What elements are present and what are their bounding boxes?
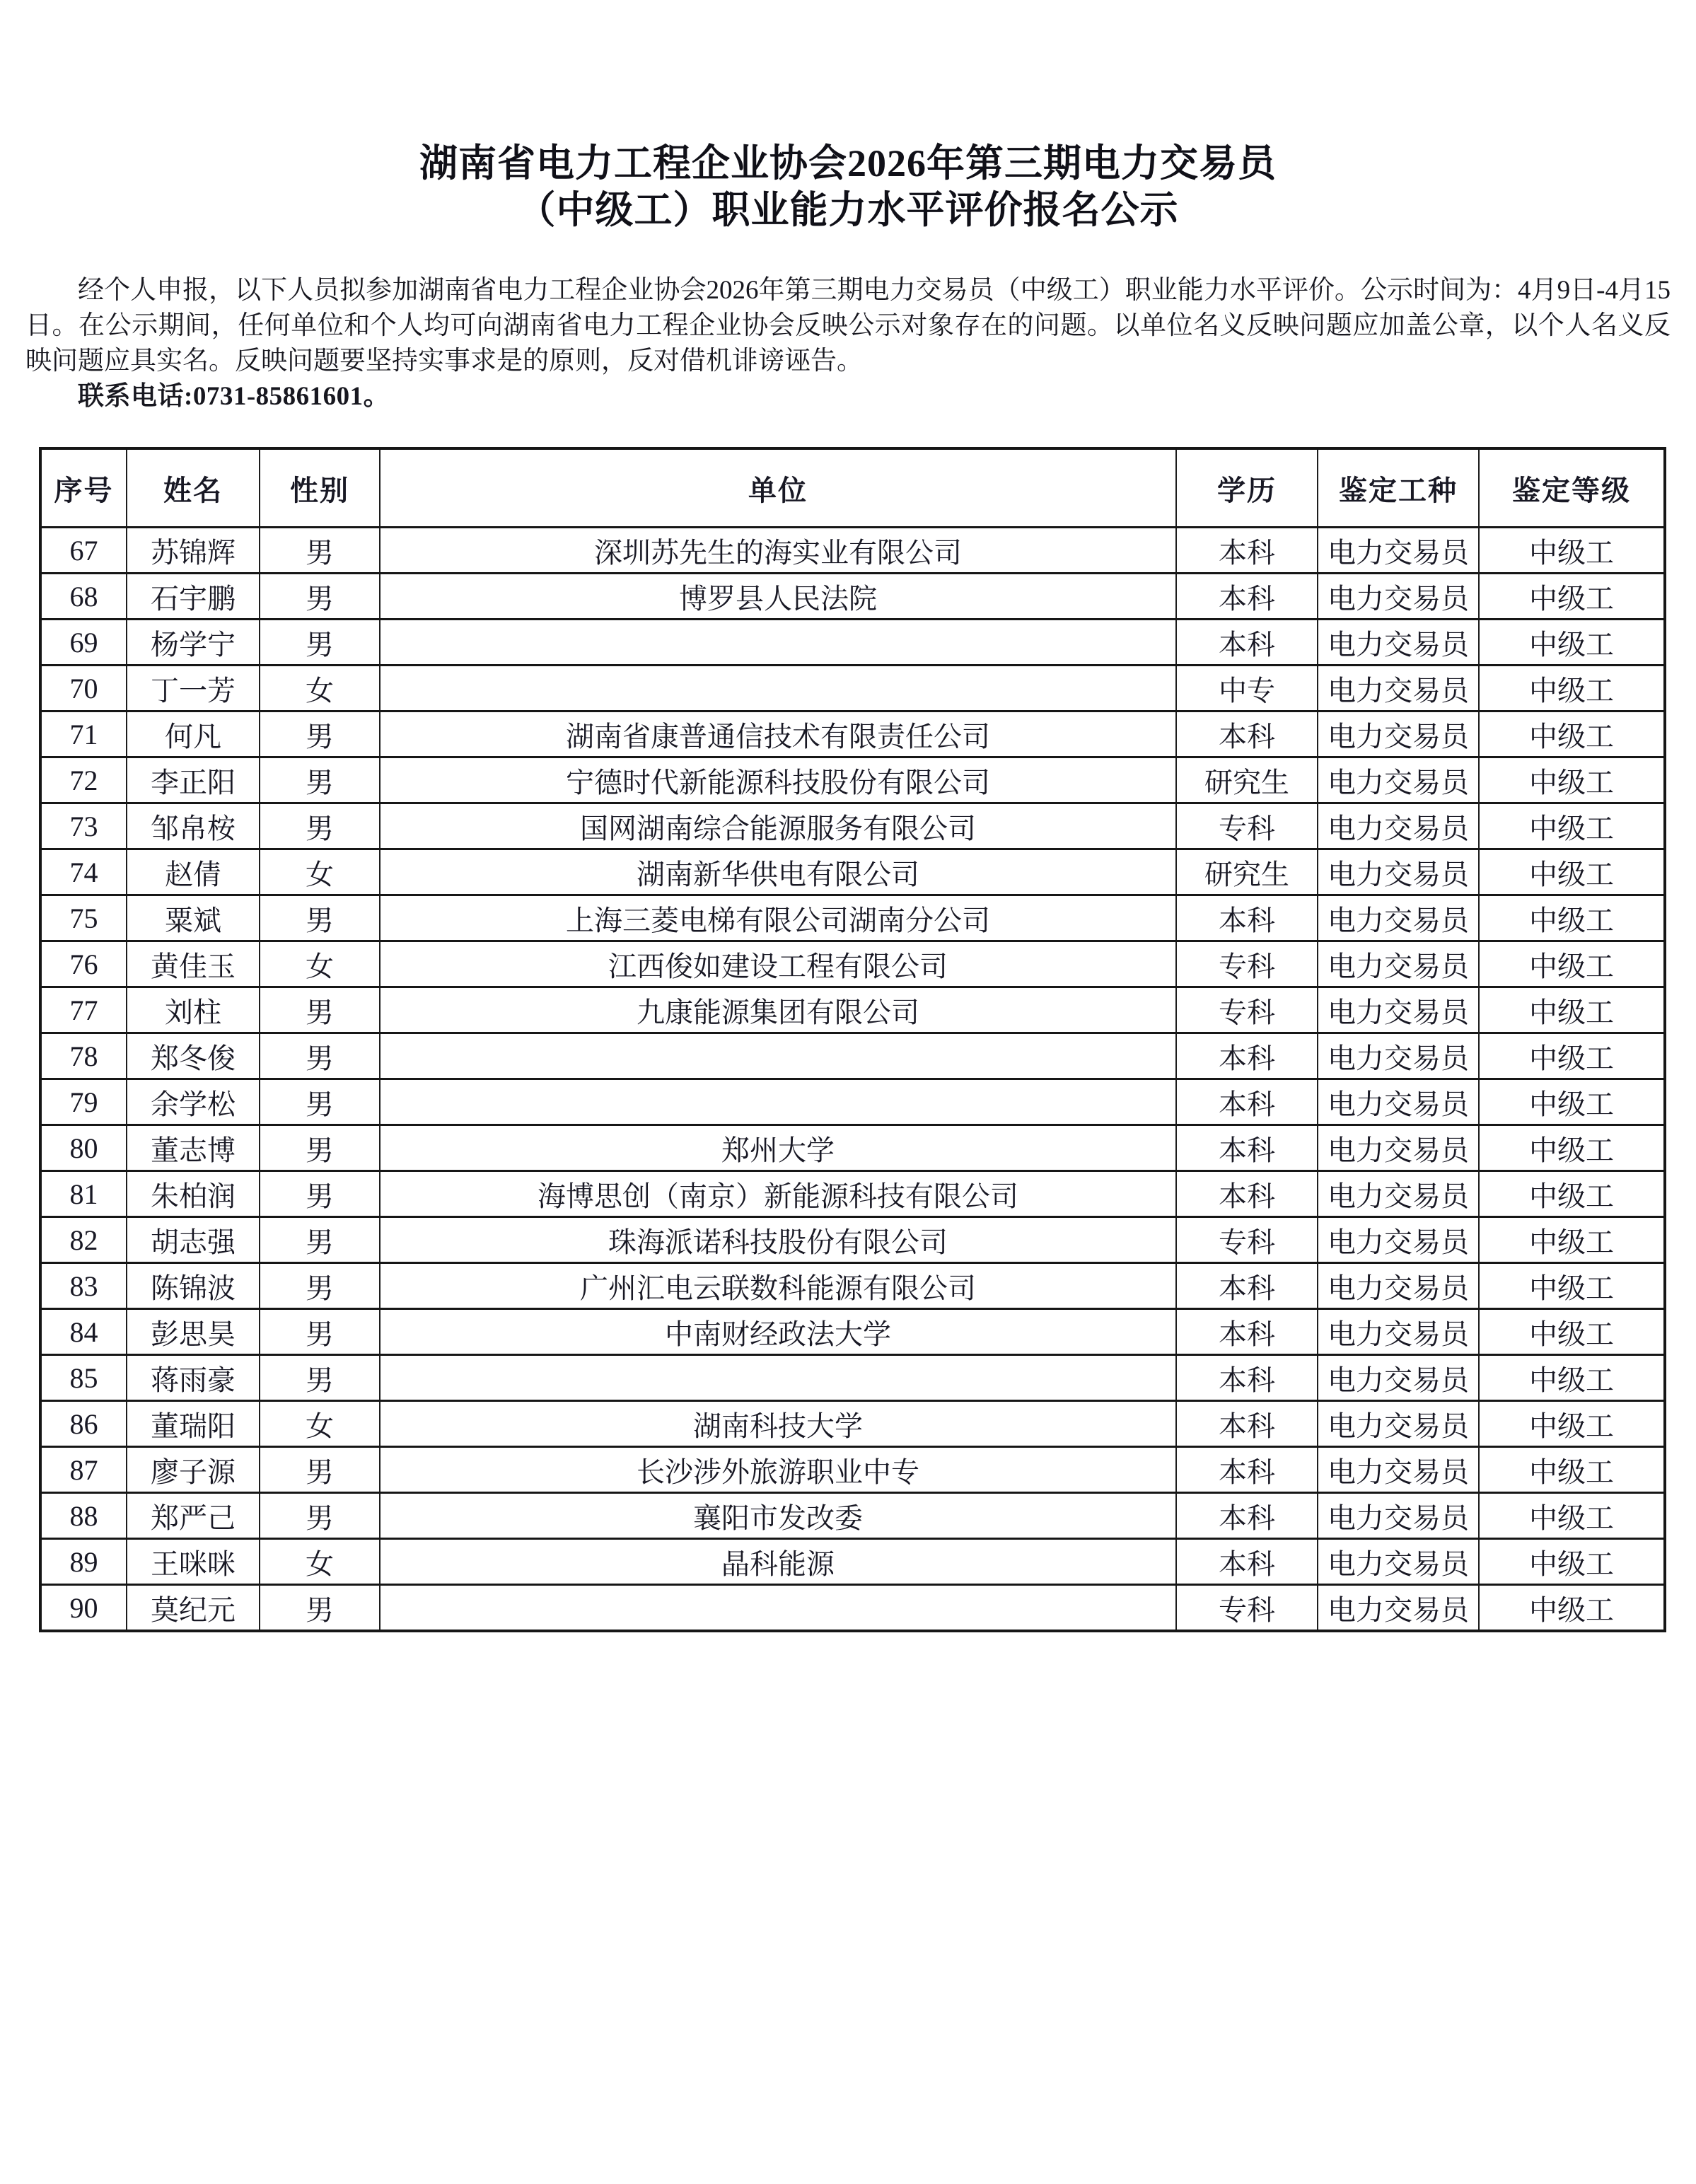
contact-phone-line: 联系电话:0731-85861601。 bbox=[78, 382, 390, 411]
cell-trade: 电力交易员 bbox=[1318, 1539, 1479, 1585]
header-seq: 序号 bbox=[40, 448, 127, 528]
table-row bbox=[40, 574, 1665, 620]
table-row bbox=[40, 1585, 1665, 1632]
cell-gender: 男 bbox=[260, 574, 380, 620]
cell-education: 本科 bbox=[1176, 1539, 1318, 1585]
cell-seq: 79 bbox=[40, 1079, 127, 1125]
cell-gender: 男 bbox=[260, 1493, 380, 1539]
cell-seq: 86 bbox=[40, 1401, 127, 1447]
cell-gender: 女 bbox=[260, 1539, 380, 1585]
header-education: 学历 bbox=[1176, 448, 1318, 528]
cell-seq: 78 bbox=[40, 1033, 127, 1079]
table-row bbox=[40, 528, 1665, 574]
cell-grade: 中级工 bbox=[1479, 574, 1665, 620]
cell-grade: 中级工 bbox=[1479, 1171, 1665, 1217]
cell-gender: 女 bbox=[260, 666, 380, 711]
cell-trade: 电力交易员 bbox=[1318, 941, 1479, 987]
cell-unit: 珠海派诺科技股份有限公司 bbox=[380, 1217, 1176, 1263]
table-row bbox=[40, 666, 1665, 711]
cell-education: 本科 bbox=[1176, 1493, 1318, 1539]
cell-education: 专科 bbox=[1176, 941, 1318, 987]
cell-education: 本科 bbox=[1176, 1033, 1318, 1079]
cell-gender: 男 bbox=[260, 620, 380, 666]
cell-name: 邹帛桉 bbox=[127, 803, 260, 849]
cell-unit bbox=[380, 666, 1176, 711]
cell-gender: 男 bbox=[260, 1033, 380, 1079]
table-row bbox=[40, 1171, 1665, 1217]
table-row bbox=[40, 1033, 1665, 1079]
cell-grade: 中级工 bbox=[1479, 1309, 1665, 1355]
cell-name: 莫纪元 bbox=[127, 1585, 260, 1632]
header-gender: 性别 bbox=[260, 448, 380, 528]
cell-seq: 85 bbox=[40, 1355, 127, 1401]
cell-unit bbox=[380, 1355, 1176, 1401]
cell-grade: 中级工 bbox=[1479, 1079, 1665, 1125]
cell-trade: 电力交易员 bbox=[1318, 1263, 1479, 1309]
cell-unit: 郑州大学 bbox=[380, 1125, 1176, 1171]
cell-grade: 中级工 bbox=[1479, 757, 1665, 803]
cell-gender: 男 bbox=[260, 1125, 380, 1171]
cell-trade: 电力交易员 bbox=[1318, 1493, 1479, 1539]
cell-grade: 中级工 bbox=[1479, 1447, 1665, 1493]
cell-grade: 中级工 bbox=[1479, 528, 1665, 574]
cell-grade: 中级工 bbox=[1479, 1493, 1665, 1539]
cell-grade: 中级工 bbox=[1479, 1355, 1665, 1401]
intro-block bbox=[25, 273, 1671, 414]
cell-unit bbox=[380, 1079, 1176, 1125]
cell-education: 专科 bbox=[1176, 1585, 1318, 1632]
cell-seq: 84 bbox=[40, 1309, 127, 1355]
cell-name: 粟斌 bbox=[127, 895, 260, 941]
cell-seq: 80 bbox=[40, 1125, 127, 1171]
table-row bbox=[40, 1401, 1665, 1447]
cell-grade: 中级工 bbox=[1479, 620, 1665, 666]
table-header-row bbox=[40, 448, 1665, 528]
cell-unit: 湖南新华供电有限公司 bbox=[380, 849, 1176, 895]
cell-education: 本科 bbox=[1176, 1079, 1318, 1125]
cell-trade: 电力交易员 bbox=[1318, 1125, 1479, 1171]
cell-seq: 67 bbox=[40, 528, 127, 574]
cell-trade: 电力交易员 bbox=[1318, 1033, 1479, 1079]
cell-education: 本科 bbox=[1176, 1125, 1318, 1171]
header-trade: 鉴定工种 bbox=[1318, 448, 1479, 528]
header-grade: 鉴定等级 bbox=[1479, 448, 1665, 528]
cell-unit: 湖南省康普通信技术有限责任公司 bbox=[380, 711, 1176, 757]
cell-trade: 电力交易员 bbox=[1318, 528, 1479, 574]
table-row bbox=[40, 803, 1665, 849]
cell-trade: 电力交易员 bbox=[1318, 620, 1479, 666]
cell-name: 何凡 bbox=[127, 711, 260, 757]
cell-gender: 女 bbox=[260, 941, 380, 987]
cell-unit bbox=[380, 620, 1176, 666]
cell-education: 本科 bbox=[1176, 1447, 1318, 1493]
table-row bbox=[40, 620, 1665, 666]
cell-trade: 电力交易员 bbox=[1318, 757, 1479, 803]
cell-education: 本科 bbox=[1176, 528, 1318, 574]
cell-seq: 70 bbox=[40, 666, 127, 711]
cell-gender: 男 bbox=[260, 1309, 380, 1355]
cell-gender: 男 bbox=[260, 1079, 380, 1125]
cell-name: 杨学宁 bbox=[127, 620, 260, 666]
cell-trade: 电力交易员 bbox=[1318, 711, 1479, 757]
table-body bbox=[40, 528, 1665, 1632]
cell-trade: 电力交易员 bbox=[1318, 1401, 1479, 1447]
cell-education: 专科 bbox=[1176, 1217, 1318, 1263]
table-row bbox=[40, 1447, 1665, 1493]
cell-trade: 电力交易员 bbox=[1318, 666, 1479, 711]
cell-education: 专科 bbox=[1176, 987, 1318, 1033]
cell-seq: 87 bbox=[40, 1447, 127, 1493]
cell-trade: 电力交易员 bbox=[1318, 1585, 1479, 1632]
cell-name: 余学松 bbox=[127, 1079, 260, 1125]
cell-trade: 电力交易员 bbox=[1318, 987, 1479, 1033]
cell-unit: 襄阳市发改委 bbox=[380, 1493, 1176, 1539]
cell-trade: 电力交易员 bbox=[1318, 574, 1479, 620]
cell-trade: 电力交易员 bbox=[1318, 1217, 1479, 1263]
cell-name: 彭思昊 bbox=[127, 1309, 260, 1355]
cell-grade: 中级工 bbox=[1479, 711, 1665, 757]
cell-name: 丁一芳 bbox=[127, 666, 260, 711]
cell-grade: 中级工 bbox=[1479, 987, 1665, 1033]
cell-education: 本科 bbox=[1176, 620, 1318, 666]
cell-name: 董志博 bbox=[127, 1125, 260, 1171]
cell-grade: 中级工 bbox=[1479, 803, 1665, 849]
cell-unit bbox=[380, 1585, 1176, 1632]
cell-education: 本科 bbox=[1176, 711, 1318, 757]
cell-seq: 82 bbox=[40, 1217, 127, 1263]
cell-name: 胡志强 bbox=[127, 1217, 260, 1263]
cell-education: 研究生 bbox=[1176, 849, 1318, 895]
cell-seq: 88 bbox=[40, 1493, 127, 1539]
cell-unit: 晶科能源 bbox=[380, 1539, 1176, 1585]
cell-name: 蒋雨豪 bbox=[127, 1355, 260, 1401]
cell-gender: 男 bbox=[260, 1355, 380, 1401]
cell-name: 黄佳玉 bbox=[127, 941, 260, 987]
cell-unit: 深圳苏先生的海实业有限公司 bbox=[380, 528, 1176, 574]
table-row bbox=[40, 1125, 1665, 1171]
cell-seq: 81 bbox=[40, 1171, 127, 1217]
cell-trade: 电力交易员 bbox=[1318, 1079, 1479, 1125]
applicant-roster-table bbox=[39, 447, 1666, 1632]
table-row bbox=[40, 1263, 1665, 1309]
cell-grade: 中级工 bbox=[1479, 1401, 1665, 1447]
cell-gender: 男 bbox=[260, 1171, 380, 1217]
cell-seq: 76 bbox=[40, 941, 127, 987]
cell-trade: 电力交易员 bbox=[1318, 1171, 1479, 1217]
cell-grade: 中级工 bbox=[1479, 849, 1665, 895]
cell-unit: 海博思创（南京）新能源科技有限公司 bbox=[380, 1171, 1176, 1217]
cell-education: 本科 bbox=[1176, 895, 1318, 941]
cell-grade: 中级工 bbox=[1479, 895, 1665, 941]
cell-grade: 中级工 bbox=[1479, 666, 1665, 711]
table-row bbox=[40, 1309, 1665, 1355]
cell-name: 苏锦辉 bbox=[127, 528, 260, 574]
cell-seq: 74 bbox=[40, 849, 127, 895]
cell-gender: 男 bbox=[260, 1447, 380, 1493]
cell-grade: 中级工 bbox=[1479, 1125, 1665, 1171]
cell-trade: 电力交易员 bbox=[1318, 1309, 1479, 1355]
table-row bbox=[40, 1355, 1665, 1401]
cell-education: 中专 bbox=[1176, 666, 1318, 711]
cell-unit bbox=[380, 1033, 1176, 1079]
cell-seq: 68 bbox=[40, 574, 127, 620]
cell-education: 研究生 bbox=[1176, 757, 1318, 803]
cell-unit: 长沙涉外旅游职业中专 bbox=[380, 1447, 1176, 1493]
cell-education: 本科 bbox=[1176, 1309, 1318, 1355]
cell-name: 廖子源 bbox=[127, 1447, 260, 1493]
cell-gender: 男 bbox=[260, 711, 380, 757]
cell-gender: 男 bbox=[260, 528, 380, 574]
cell-education: 本科 bbox=[1176, 1171, 1318, 1217]
cell-trade: 电力交易员 bbox=[1318, 803, 1479, 849]
table-row bbox=[40, 1079, 1665, 1125]
table-row bbox=[40, 895, 1665, 941]
cell-seq: 75 bbox=[40, 895, 127, 941]
cell-name: 郑严己 bbox=[127, 1493, 260, 1539]
table-row bbox=[40, 1217, 1665, 1263]
cell-grade: 中级工 bbox=[1479, 1263, 1665, 1309]
header-name: 姓名 bbox=[127, 448, 260, 528]
cell-seq: 71 bbox=[40, 711, 127, 757]
cell-trade: 电力交易员 bbox=[1318, 1447, 1479, 1493]
cell-unit: 广州汇电云联数科能源有限公司 bbox=[380, 1263, 1176, 1309]
cell-unit: 国网湖南综合能源服务有限公司 bbox=[380, 803, 1176, 849]
cell-unit: 九康能源集团有限公司 bbox=[380, 987, 1176, 1033]
cell-trade: 电力交易员 bbox=[1318, 895, 1479, 941]
cell-gender: 男 bbox=[260, 757, 380, 803]
cell-gender: 女 bbox=[260, 849, 380, 895]
cell-seq: 90 bbox=[40, 1585, 127, 1632]
cell-name: 董瑞阳 bbox=[127, 1401, 260, 1447]
cell-grade: 中级工 bbox=[1479, 1033, 1665, 1079]
cell-grade: 中级工 bbox=[1479, 941, 1665, 987]
table-row bbox=[40, 757, 1665, 803]
cell-trade: 电力交易员 bbox=[1318, 1355, 1479, 1401]
cell-name: 王咪咪 bbox=[127, 1539, 260, 1585]
cell-name: 陈锦波 bbox=[127, 1263, 260, 1309]
cell-education: 本科 bbox=[1176, 1263, 1318, 1309]
cell-trade: 电力交易员 bbox=[1318, 849, 1479, 895]
cell-name: 朱柏润 bbox=[127, 1171, 260, 1217]
table-row bbox=[40, 941, 1665, 987]
cell-grade: 中级工 bbox=[1479, 1539, 1665, 1585]
cell-seq: 72 bbox=[40, 757, 127, 803]
cell-name: 赵倩 bbox=[127, 849, 260, 895]
cell-gender: 男 bbox=[260, 1585, 380, 1632]
cell-unit: 中南财经政法大学 bbox=[380, 1309, 1176, 1355]
cell-education: 本科 bbox=[1176, 574, 1318, 620]
cell-gender: 男 bbox=[260, 803, 380, 849]
cell-name: 郑冬俊 bbox=[127, 1033, 260, 1079]
table-row bbox=[40, 849, 1665, 895]
cell-gender: 男 bbox=[260, 1263, 380, 1309]
cell-name: 李正阳 bbox=[127, 757, 260, 803]
intro-paragraph: 经个人申报，以下人员拟参加湖南省电力工程企业协会2026年第三期电力交易员（中级工）职业能力水平评价。公示时间为：4月9日-4月15日。在公示期间，任何单位和个人均可向湖南省电力工程企业协会反映公示对象存在的问题。以单位名义反映问题应加盖公章，以个人名义反映问题应具实名。反映问题要坚持实事求是的原则，反对借机诽谤诬告。 bbox=[25, 276, 1671, 376]
cell-education: 本科 bbox=[1176, 1401, 1318, 1447]
cell-unit: 上海三菱电梯有限公司湖南分公司 bbox=[380, 895, 1176, 941]
cell-education: 专科 bbox=[1176, 803, 1318, 849]
page-title bbox=[0, 0, 1696, 233]
cell-grade: 中级工 bbox=[1479, 1217, 1665, 1263]
cell-gender: 男 bbox=[260, 1217, 380, 1263]
cell-gender: 男 bbox=[260, 895, 380, 941]
cell-seq: 69 bbox=[40, 620, 127, 666]
cell-unit: 湖南科技大学 bbox=[380, 1401, 1176, 1447]
page-title-line2: （中级工）职业能力水平评价报名公示 bbox=[517, 189, 1179, 231]
page-title-line1: 湖南省电力工程企业协会2026年第三期电力交易员 bbox=[419, 142, 1277, 185]
header-unit: 单位 bbox=[380, 448, 1176, 528]
cell-gender: 女 bbox=[260, 1401, 380, 1447]
table-row bbox=[40, 1539, 1665, 1585]
cell-name: 石宇鹏 bbox=[127, 574, 260, 620]
table-row bbox=[40, 1493, 1665, 1539]
cell-name: 刘柱 bbox=[127, 987, 260, 1033]
cell-unit: 江西俊如建设工程有限公司 bbox=[380, 941, 1176, 987]
cell-seq: 89 bbox=[40, 1539, 127, 1585]
cell-seq: 77 bbox=[40, 987, 127, 1033]
cell-seq: 83 bbox=[40, 1263, 127, 1309]
cell-gender: 男 bbox=[260, 987, 380, 1033]
cell-unit: 博罗县人民法院 bbox=[380, 574, 1176, 620]
table-row bbox=[40, 711, 1665, 757]
cell-grade: 中级工 bbox=[1479, 1585, 1665, 1632]
table-row bbox=[40, 987, 1665, 1033]
cell-unit: 宁德时代新能源科技股份有限公司 bbox=[380, 757, 1176, 803]
cell-seq: 73 bbox=[40, 803, 127, 849]
cell-education: 本科 bbox=[1176, 1355, 1318, 1401]
